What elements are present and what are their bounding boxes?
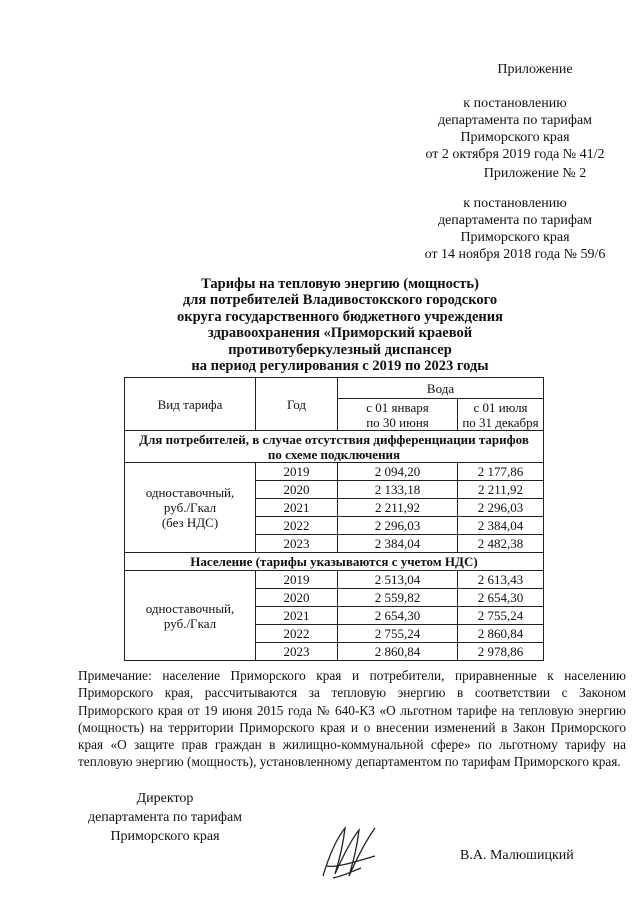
h2-cell: 2 177,86 — [458, 463, 544, 481]
appendix-1-line: к постановлению — [463, 96, 567, 111]
header-period-1-to: по 30 июня — [366, 414, 429, 430]
h1-cell: 2 513,04 — [338, 571, 458, 589]
title-line: на период регулирования с 2019 по 2023 годы — [191, 358, 489, 375]
section-title — [125, 431, 544, 463]
year-cell: 2023 — [256, 643, 338, 661]
title-line: противотуберкулезный диспансер — [228, 341, 452, 358]
header-period-2 — [458, 399, 544, 431]
h1-cell: 2 384,04 — [338, 535, 458, 553]
h1-cell: 2 559,82 — [338, 589, 458, 607]
header-period-1-from: с 01 января — [366, 399, 429, 415]
appendix-2-heading: Приложение № 2 — [483, 166, 587, 181]
h1-cell: 2 860,84 — [338, 643, 458, 661]
signatory-position-line: департамента по тарифам — [87, 809, 243, 825]
h2-cell: 2 755,24 — [458, 607, 544, 625]
title-line: округа государственного бюджетного учреждения — [177, 308, 503, 325]
appendix-1-line: Приморского края — [460, 130, 570, 145]
h2-cell: 2 211,92 — [458, 481, 544, 499]
table-row — [125, 571, 544, 589]
signatory-name: В.А. Малюшицкий — [460, 847, 574, 863]
tariff-type-line: (без НДС) — [161, 515, 219, 530]
h2-cell: 2 482,38 — [458, 535, 544, 553]
header-period-2-to: по 31 декабря — [462, 414, 539, 430]
signatory-position — [70, 789, 260, 846]
document-title — [120, 276, 560, 374]
tariff-type-line: руб./Гкал — [163, 500, 217, 515]
year-cell: 2019 — [256, 463, 338, 481]
h1-cell: 2 133,18 — [338, 481, 458, 499]
header-water: Вода — [338, 378, 544, 399]
h1-cell: 2 654,30 — [338, 607, 458, 625]
title-line: здравоохранения «Приморский краевой — [207, 325, 473, 342]
year-cell: 2019 — [256, 571, 338, 589]
section-title-line: Для потребителей, в случае отсутствия дифференциации тарифов — [139, 431, 529, 447]
appendix-2-line: от 14 ноября 2018 года № 59/6 — [424, 247, 606, 262]
h2-cell: 2 296,03 — [458, 499, 544, 517]
h2-cell: 2 860,84 — [458, 625, 544, 643]
signatory-position-line: Директор — [136, 790, 194, 806]
title-line: для потребителей Владивостокского городского — [182, 292, 498, 309]
handwritten-signature — [315, 816, 385, 886]
tariff-type-line: одноставочный, — [145, 600, 235, 616]
tariff-type-line: одноставочный, — [145, 485, 235, 500]
tariff-type-cell — [125, 463, 256, 553]
appendix-1-line: от 2 октября 2019 года № 41/2 — [425, 147, 605, 162]
year-cell: 2021 — [256, 499, 338, 517]
signatory-position-line: Приморского края — [110, 828, 220, 844]
header-period-1 — [338, 399, 458, 431]
appendix-2-line: Приморского края — [460, 230, 570, 245]
year-cell: 2023 — [256, 535, 338, 553]
document-body — [0, 377, 640, 869]
section-title: Население (тарифы указываются с учетом НДС) — [125, 553, 544, 571]
header-tariff-type: Вид тарифа — [125, 378, 256, 431]
appendix-2-line: к постановлению — [463, 196, 567, 211]
appendix-2-block — [390, 165, 640, 263]
h1-cell: 2 296,03 — [338, 517, 458, 535]
section-title-line: по схеме подключения — [267, 446, 401, 462]
year-cell: 2022 — [256, 625, 338, 643]
h1-cell: 2 755,24 — [338, 625, 458, 643]
appendix-1-heading: Приложение — [497, 62, 573, 77]
h2-cell: 2 613,43 — [458, 571, 544, 589]
signature-block — [0, 789, 640, 869]
appendix-2-line: департамента по тарифам — [437, 213, 593, 228]
header-year: Год — [256, 378, 338, 431]
header-period-2-from: с 01 июля — [473, 399, 528, 415]
year-cell: 2020 — [256, 481, 338, 499]
h1-cell: 2 094,20 — [338, 463, 458, 481]
h2-cell: 2 384,04 — [458, 517, 544, 535]
year-cell: 2022 — [256, 517, 338, 535]
h2-cell: 2 978,86 — [458, 643, 544, 661]
table-row — [125, 463, 544, 481]
h2-cell: 2 654,30 — [458, 589, 544, 607]
appendix-1-block — [390, 61, 640, 163]
appendix-1-line: департамента по тарифам — [437, 113, 593, 128]
tariff-type-cell — [125, 571, 256, 661]
year-cell: 2020 — [256, 589, 338, 607]
note-paragraph: Примечание: население Приморского края и потребители, приравненные к населению Приморского края, рассчитываются за тепловую энергию в соответствии с Законом Приморского края от 19 июня 2015 года № 640-КЗ «О льготном тарифе на тепловую энергию (мощность) на территории Приморского края и о внесении изменений в Закон Приморского края «О защите прав граждан в жилищно-коммунальной сфере» по льготному тарифу на тепловую энергию (мощность), установленному департаментом по тарифам Приморского края. — [78, 668, 626, 770]
tariff-type-line: руб./Гкал — [163, 615, 217, 631]
year-cell: 2021 — [256, 607, 338, 625]
h1-cell: 2 211,92 — [338, 499, 458, 517]
title-line: Тарифы на тепловую энергию (мощность) — [201, 276, 479, 292]
tariff-table — [124, 377, 544, 661]
